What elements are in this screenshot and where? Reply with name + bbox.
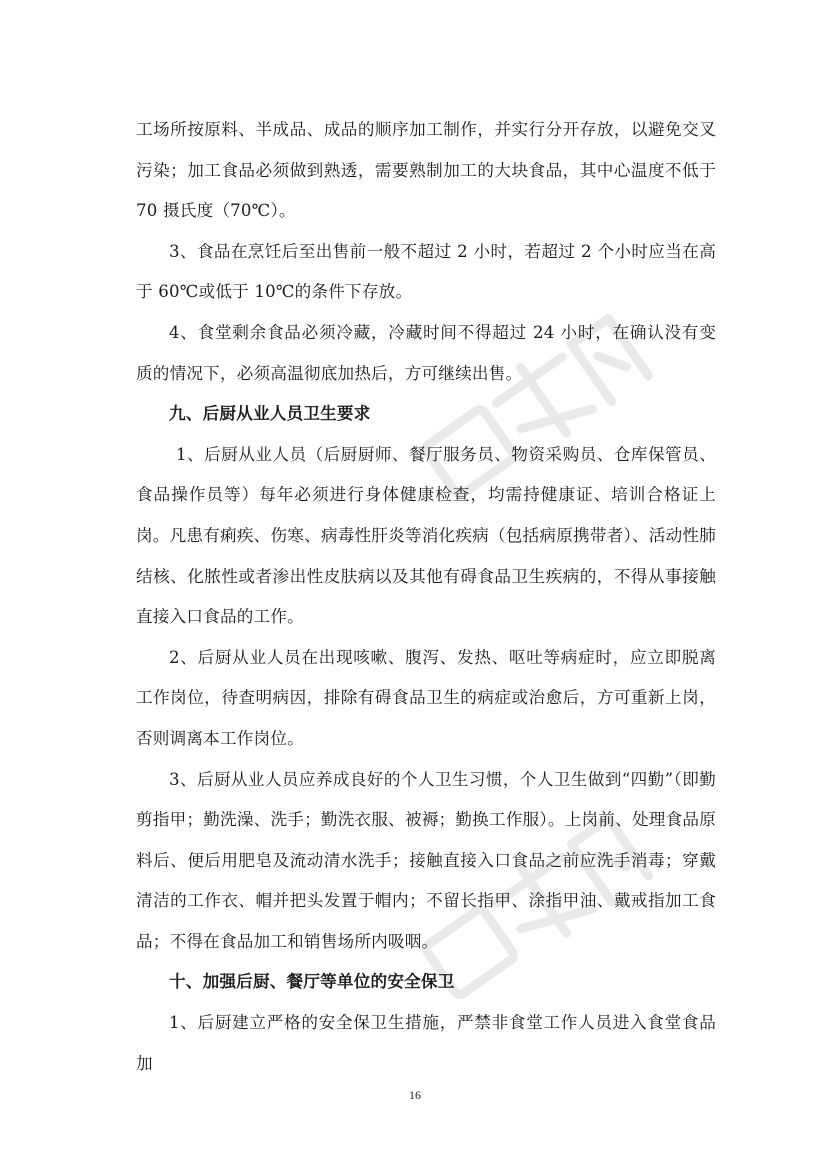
paragraph-security-measures: 1、后厨建立严格的安全保卫生措施，严禁非食堂工作人员进入食堂食品加 bbox=[136, 1013, 716, 1073]
page-number: 16 bbox=[409, 1088, 421, 1102]
paragraph-personal-hygiene: 3、后厨从业人员应养成良好的个人卫生习惯，个人卫生做到“四勤”（即勤剪指甲；勤洗澡、洗手；勤洗衣服、被褥；勤换工作服）。上岗前、处理食品原料后、便后用肥皂及流动清水洗手；接触直接入口食品之前应洗手消毒；穿戴清洁的工作衣、帽并把头发置于帽内；不留长指甲、涂指甲油、戴戒指加工食品；不得在食品加工和销售场所内吸咽。 bbox=[136, 769, 716, 951]
paragraph-item-3-storage-time: 3、食品在烹饪后至出售前一般不超过 2 小时，若超过 2 个小时应当在高于 60℃或低于 10℃的条件下存放。 bbox=[136, 241, 716, 302]
paragraph-staff-health-check: 1、后厨从业人员（后厨厨师、餐厅服务员、物资采购员、仓库保管员、食品操作员等）每年必须进行身体健康检查，均需持健康证、培训合格证上岗。凡患有痢疾、伤寒、病毒性肝炎等消化疾病（包括病原携带者）、活动性肺结核、化脓性或者渗出性皮肤病以及其他有碍食品卫生疾病的，不得从事接触直接入口食品的工作。 bbox=[136, 444, 716, 627]
section-heading-9: 九、后厨从业人员卫生要求 bbox=[169, 404, 371, 424]
paragraph-item-4-leftovers: 4、食堂剩余食品必须冷藏，冷藏时间不得超过 24 小时，在确认没有变质的情况下，必须高温彻底加热后，方可继续出售。 bbox=[136, 322, 716, 383]
paragraph-continued-processing: 工场所按原料、半成品、成品的顺序加工制作，并实行分开存放，以避免交叉污染；加工食品必须做到熟透，需要熟制加工的大块食品，其中心温度不低于70 摄氏度（70℃）。 bbox=[136, 120, 716, 221]
document-body bbox=[136, 110, 716, 1084]
paragraph-staff-illness: 2、后厨从业人员在出现咳嗽、腹泻、发热、呕吐等病症时，应立即脱离工作岗位，待查明病因，排除有碍食品卫生的病症或治愈后，方可重新上岗，否则调离本工作岗位。 bbox=[136, 647, 716, 748]
section-heading-10: 十、加强后厨、餐厅等单位的安全保卫 bbox=[169, 972, 455, 992]
